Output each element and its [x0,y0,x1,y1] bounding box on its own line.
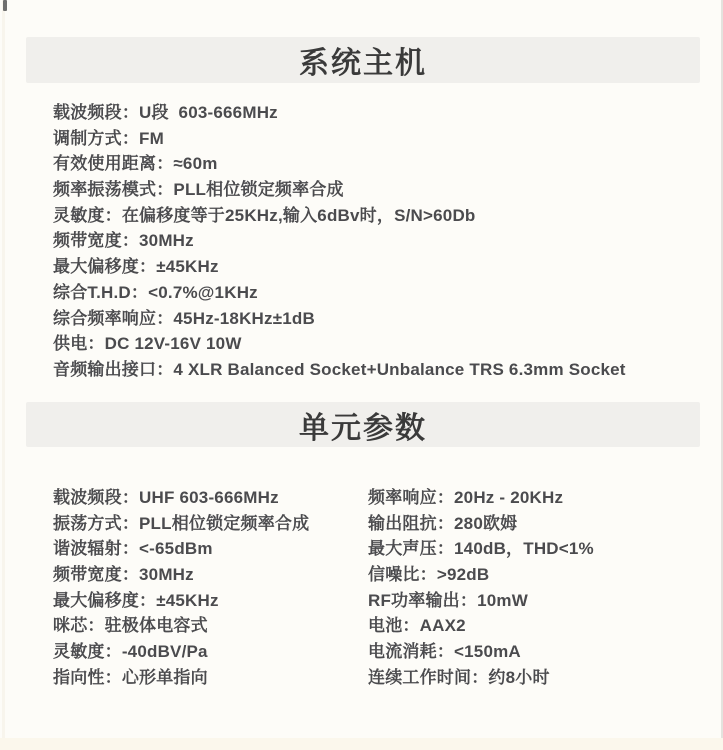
spec-value: PLL相位锁定频率合成 [173,180,344,200]
scan-bottom-strip [0,738,723,750]
spec-separator: ： [121,539,140,559]
spec-row [368,562,594,588]
spec-value: <0.7%@1KHz [148,282,258,302]
spec-row [53,357,626,383]
spec-separator: ： [156,359,174,379]
spec-row [53,639,309,665]
spec-separator: ： [156,308,174,328]
spec-label: 谐波辐射 [53,539,122,559]
spec-label: 有效使用距离 [53,154,157,174]
spec-separator: ： [139,257,157,277]
spec-row [53,228,626,254]
spec-label: 指向性 [53,667,105,687]
spec-value: 140dB，THD<1% [454,539,594,559]
spec-row [368,639,594,665]
spec-label: 音频输出接口 [53,359,157,379]
spec-value: 约8小时 [488,667,550,687]
spec-label: 灵敏度 [53,642,105,662]
spec-label: 咪芯 [53,616,88,636]
spec-value: AAX2 [419,616,466,636]
section-header-host [26,37,700,83]
spec-value: 10mW [477,590,528,610]
spec-label: 频率振荡模式 [53,180,157,200]
spec-label: 频带宽度 [53,565,122,585]
spec-row [53,511,309,537]
spec-value: ±45KHz [156,257,219,277]
spec-label: 电池 [368,616,403,636]
unit-spec-list-right [368,485,594,691]
spec-value: 心形单指向 [121,667,208,687]
spec-label: 最大声压 [368,539,437,559]
spec-row [368,511,594,537]
spec-value: -40dBV/Pa [121,642,208,662]
spec-value: 20Hz - 20KHz [454,488,564,507]
spec-label: 信噪比 [368,565,420,585]
spec-separator: ： [121,513,140,533]
spec-value: 280欧姆 [454,513,518,533]
spec-separator: ： [419,565,437,585]
spec-separator: ： [121,231,140,251]
spec-separator: ： [156,154,174,174]
spec-separator: ： [104,205,122,225]
spec-value: 4 XLR Balanced Socket+Unbalance TRS 6.3mm Socket [173,359,626,379]
unit-spec-list-left [53,485,309,691]
spec-value: DC 12V-16V 10W [104,334,242,354]
spec-label: 载波频段 [53,103,122,122]
spec-row [53,100,626,126]
spec-separator: ： [87,616,105,636]
spec-value: 30MHz [139,565,194,585]
spec-label: 综合T.H.D [53,282,131,302]
spec-value: ±45KHz [156,590,219,610]
spec-value: 驻极体电容式 [104,616,208,636]
spec-row [368,485,594,511]
spec-separator: ： [87,334,105,354]
spec-value: 在偏移度等于25KHz,输入6dBv时，S/N>60Db [121,205,476,225]
spec-separator: ： [436,513,455,533]
spec-label: 输出阻抗 [368,513,437,533]
spec-value: UHF 603-666MHz [139,488,279,507]
spec-separator: ： [104,667,122,687]
spec-separator: ： [104,642,122,662]
spec-label: 频带宽度 [53,231,122,251]
spec-value: ≈60m [173,154,218,174]
spec-label: 电流消耗 [368,642,437,662]
spec-separator: ： [121,103,140,122]
spec-value: 30MHz [139,231,194,251]
host-spec-list [53,100,626,383]
spec-row [53,665,309,691]
spec-row [53,588,309,614]
spec-separator: ： [139,590,157,610]
spec-separator: ： [130,282,149,302]
spec-value: <150mA [454,642,521,662]
spec-row [368,613,594,639]
spec-separator: ： [121,565,140,585]
spec-row [53,254,626,280]
section-title-unit: 单元参数 [299,411,427,445]
spec-label: 载波频段 [53,488,122,507]
spec-row [53,126,626,152]
spec-separator: ： [436,488,455,507]
spec-row [53,151,626,177]
section-title-host: 系统主机 [299,47,427,80]
spec-separator: ： [436,539,455,559]
spec-label: 频率响应 [368,488,437,507]
spec-row [53,613,309,639]
section-header-unit [26,402,700,447]
spec-row [53,485,309,511]
spec-label: 振荡方式 [53,513,122,533]
spec-separator: ： [459,590,478,610]
spec-separator: ： [471,667,489,687]
spec-label: 供电 [53,334,88,354]
spec-row [53,331,626,357]
spec-value: <-65dBm [139,539,213,559]
spec-row [53,203,626,229]
spec-separator: ： [121,128,140,148]
spec-label: 最大偏移度 [53,257,139,277]
spec-separator: ： [156,180,174,200]
spec-separator: ： [402,616,420,636]
spec-value: PLL相位锁定频率合成 [139,513,310,533]
spec-separator: ： [436,642,455,662]
spec-row [368,665,594,691]
spec-label: 最大偏移度 [53,590,139,610]
spec-separator: ： [121,488,140,507]
spec-label: 连续工作时间 [368,667,472,687]
spec-label: 灵敏度 [53,205,105,225]
spec-row [53,177,626,203]
spec-label: 综合频率响应 [53,308,157,328]
spec-value: 45Hz-18KHz±1dB [173,308,315,328]
scan-artifact-mark [3,0,7,11]
scan-edge-left [2,0,5,750]
spec-label: RF功率输出 [368,590,460,610]
spec-value: >92dB [436,565,490,585]
spec-value: U段 603-666MHz [139,103,278,122]
spec-row [53,562,309,588]
spec-row [53,306,626,332]
spec-value: FM [139,128,164,148]
spec-row [368,536,594,562]
spec-row [368,588,594,614]
spec-row [53,280,626,306]
spec-row [53,536,309,562]
spec-label: 调制方式 [53,128,122,148]
